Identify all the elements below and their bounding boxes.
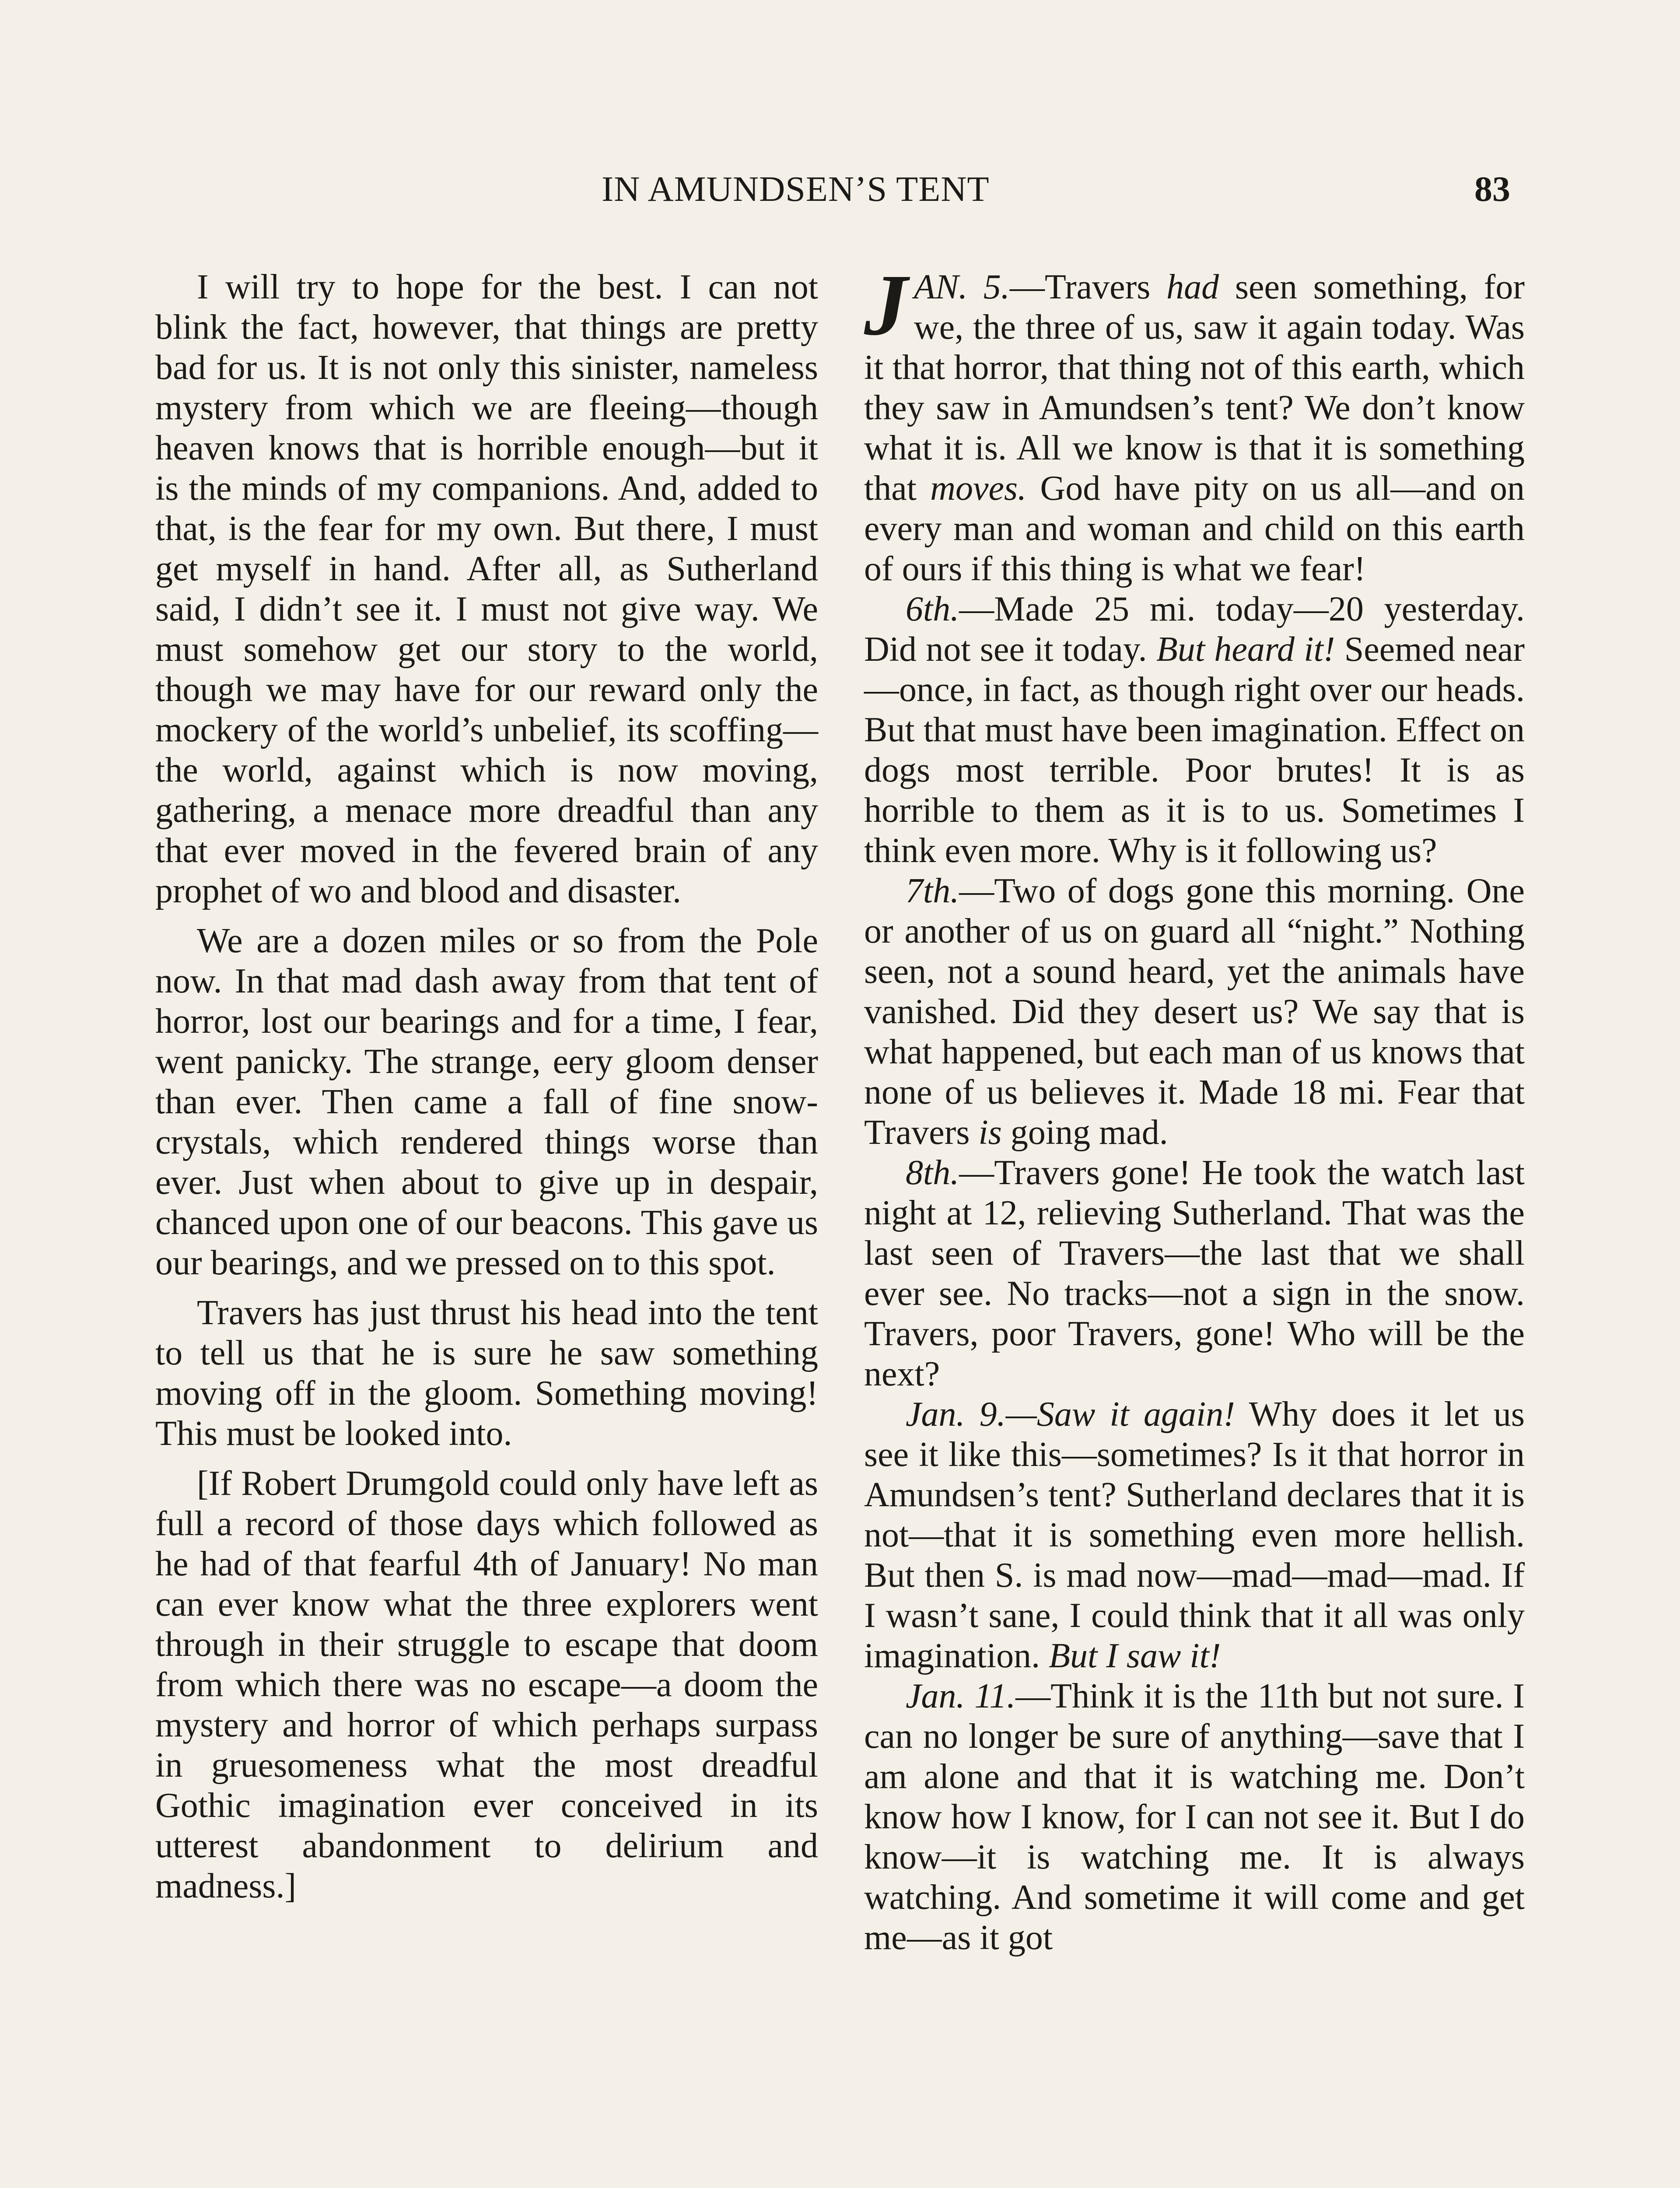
entry-text: God have pity on us all—and on every man and woman and child on this earth of ours if this thing is what we fear! [864, 469, 1525, 588]
diary-entry-jan-11 [864, 1676, 1525, 1958]
entry-text: —Two of dogs gone this morning. One or another of us on guard all “night.” Nothing seen, not a sound heard, yet the animals have vanished. Did they desert us? We say that is what happened, but each man of us knows that none of us believes it. Made 18 mi. Fear that Travers [864, 872, 1525, 1152]
paragraph: I will try to hope for the best. I can not blink the fact, however, that things are pretty bad for us. It is not only this sinister, nameless mystery from which we are fleeing––though heaven knows that is horrible enough—but it is the minds of my companions. And, added to that, is the fear for my own. But there, I must get myself in hand. After all, as Sutherland said, I didn’t see it. I must not give way. We must somehow get our story to the world, though we may have for our reward only the mockery of the world’s unbelief, its scoffing—the world, against which is now moving, gathering, a menace more dreadful than any that ever moved in the fevered brain of any prophet of wo and blood and disaster. [155, 268, 818, 910]
emphasis: had [1166, 268, 1219, 306]
entry-text: Why does it let us see it like this—sometimes? Is it that horror in Amundsen’s tent? Sutherland declares that it is not—that it is something even more hellish. But then S. is mad now—mad—mad—mad. If I wasn’t sane, I could think that it all was only imagination. [864, 1395, 1525, 1675]
paragraph: [If Robert Drumgold could only have left as full a record of those days which followed as he had of that fearful 4th of January! No man can ever know what the three explorers went through in their struggle to escape that doom from which there was no escape—a doom the mystery and horror of which perhaps surpass in gruesomeness what the most dreadful Gothic imagination ever conceived in its utterest abandonment to delirium and madness.] [155, 1464, 818, 1905]
diary-entry-jan-5 [864, 257, 1525, 589]
drop-cap: J [864, 257, 908, 354]
entry-text: Seemed near—once, in fact, as though right over our heads. But that must have been imagination. Effect on dogs most terrible. Poor brutes! It is as horrible to them as it is to us. Sometimes I think even more. Why is it following us? [864, 630, 1525, 870]
entry-text: going mad. [1001, 1113, 1168, 1152]
entry-text: —Travers gone! He took the watch last night at 12, relieving Sutherland. That was the last seen of Travers—the last that we shall ever see. No tracks—not a sign in the snow. Travers, poor Travers, gone! Who will be the next? [864, 1154, 1525, 1393]
paragraph: Travers has just thrust his head into the tent to tell us that he is sure he saw something moving off in the gloom. Something moving! This must be looked into. [155, 1294, 818, 1453]
diary-entry-6th [864, 589, 1525, 871]
diary-entry-8th [864, 1153, 1525, 1394]
diary-entry-7th [864, 871, 1525, 1153]
entry-date: Jan. 9. [906, 1395, 1006, 1434]
entry-date: AN. 5. [914, 268, 1010, 306]
entry-text: —Made 25 mi. today—20 yesterday. Did not see it today. [864, 590, 1525, 669]
emphasis: —Saw it again! [1005, 1395, 1235, 1434]
running-title: IN AMUNDSEN’S TENT [602, 169, 990, 209]
entry-date: 8th. [906, 1154, 959, 1192]
left-column [155, 267, 818, 1916]
entry-date: Jan. 11. [906, 1677, 1016, 1715]
entry-text: —Think it is the 11th but not sure. I can no longer be sure of anything—save that I am alone and that it is watching me. Don’t know how I know, for I can not see it. But I do know—it is watching me. It is always watching. And sometime it will come and get me—as it got [864, 1677, 1525, 1957]
emphasis: moves. [930, 469, 1027, 508]
emphasis: is [978, 1113, 1002, 1152]
right-column [864, 257, 1525, 1958]
paragraph: We are a dozen miles or so from the Pole now. In that mad dash away from that tent of horror, lost our bearings and for a time, I fear, went panicky. The strange, eery gloom denser than ever. Then came a fall of fine snow-crystals, which rendered things worse than ever. Just when about to give up in despair, chanced upon one of our beacons. This gave us our bearings, and we pressed on to this spot. [155, 922, 818, 1282]
entry-text: —Travers [1009, 268, 1167, 306]
entry-date: 6th. [906, 590, 959, 628]
page-number: 83 [1474, 169, 1510, 209]
diary-entry-jan-9 [864, 1394, 1525, 1676]
entry-date: 7th. [906, 872, 959, 910]
entry-text: seen something, for we, the three of us, saw it again today. Was it that horror, that thing not of this earth, which they saw in Amundsen’s tent? We don’t know what it is. All we know is that it is something that [864, 268, 1525, 508]
emphasis: But heard it! [1156, 630, 1335, 669]
emphasis: But I saw it! [1049, 1637, 1221, 1675]
